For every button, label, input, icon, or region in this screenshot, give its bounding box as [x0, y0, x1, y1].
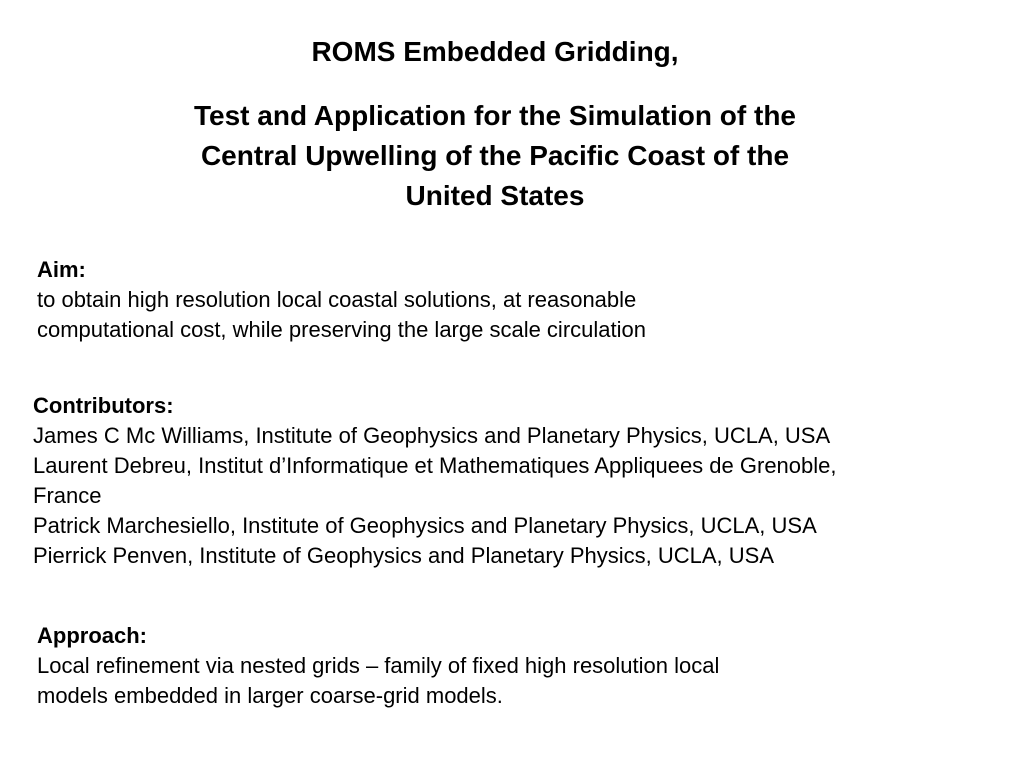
contributor-line: Patrick Marchesiello, Institute of Geophysics and Planetary Physics, UCLA, USA [33, 513, 817, 538]
approach-line: Local refinement via nested grids – family of fixed high resolution local [37, 653, 720, 678]
contributors-heading: Contributors: [33, 393, 174, 418]
contributor-line: James C Mc Williams, Institute of Geophysics and Planetary Physics, UCLA, USA [33, 423, 831, 448]
approach-heading: Approach: [37, 623, 147, 648]
subtitle-line: United States [405, 180, 585, 211]
slide-title: ROMS Embedded Gridding, [311, 36, 679, 67]
aim-heading: Aim: [37, 257, 86, 282]
contributor-line: Laurent Debreu, Institut d’Informatique et Mathematiques Appliquees de Grenoble, [33, 453, 837, 478]
subtitle-line: Central Upwelling of the Pacific Coast of the [200, 140, 790, 171]
contributor-line: Pierrick Penven, Institute of Geophysics and Planetary Physics, UCLA, USA [33, 543, 774, 568]
approach-section [37, 621, 719, 711]
aim-line: to obtain high resolution local coastal solutions, at reasonable [37, 287, 637, 312]
slide-subtitle [120, 96, 870, 216]
contributors-section [33, 391, 837, 571]
aim-section [37, 255, 646, 345]
approach-line: models embedded in larger coarse-grid models. [37, 683, 503, 708]
aim-line: computational cost, while preserving the large scale circulation [37, 317, 646, 342]
subtitle-line: Test and Application for the Simulation of the [194, 100, 796, 131]
contributor-line: France [33, 483, 102, 508]
